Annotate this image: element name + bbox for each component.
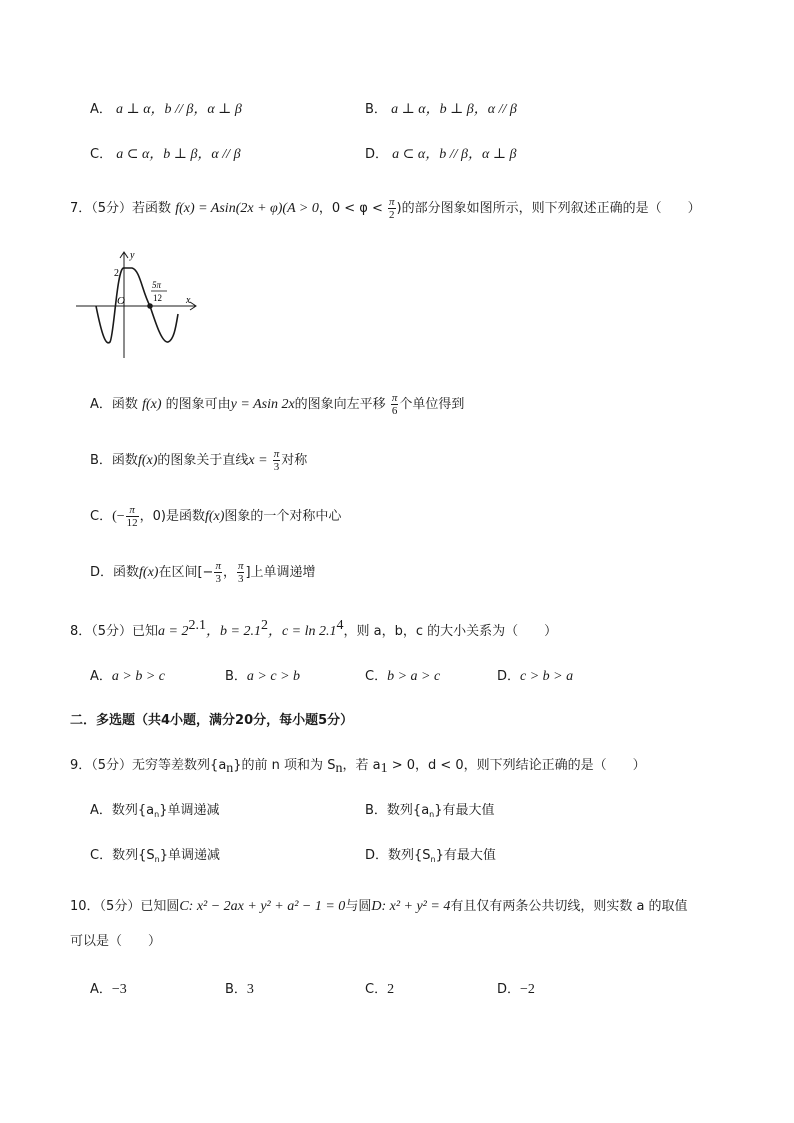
q7-option-a <box>90 392 464 417</box>
stem-circle-d: D: x² + y² = 4 <box>371 899 451 914</box>
q7-option-b <box>90 448 307 473</box>
option-letter: D． <box>497 669 521 684</box>
stem-text: }的前 n 项和为 S <box>233 758 336 773</box>
stem-text: ，若 a <box>342 758 381 773</box>
option-text: 数列{a <box>111 803 155 818</box>
option-text: 图象的一个对称中心 <box>224 509 342 524</box>
stem-text: 与圆 <box>345 899 372 914</box>
option-value: −3 <box>111 982 127 997</box>
option-text: 个单位得到 <box>399 397 465 412</box>
q9-option-a <box>90 801 220 825</box>
q10-stem-line2: 可以是（ ） <box>70 934 162 949</box>
option-paren: (− <box>112 509 125 524</box>
option-expr: c > b > a <box>520 669 574 684</box>
q7-sine-graph <box>72 246 202 361</box>
option-letter: A． <box>90 397 112 412</box>
q6-option-b <box>365 100 517 120</box>
option-text: }单调递减 <box>159 848 220 863</box>
option-expr: y = Asin 2x <box>230 397 295 412</box>
option-letter: D． <box>365 848 389 863</box>
option-subscript: n <box>154 810 160 819</box>
option-letter: A． <box>90 102 112 117</box>
option-value: −2 <box>520 982 535 997</box>
option-subscript: n <box>154 855 160 864</box>
q10-option-c <box>365 980 394 1000</box>
stem-expr: a = 2 <box>158 624 189 639</box>
stem-circle-c: C: x² − 2ax + y² + a² − 1 = 0 <box>179 899 346 914</box>
stem-text: ，则 a，b，c 的大小关系为（ ） <box>343 624 558 639</box>
fraction <box>388 196 396 221</box>
option-letter: B． <box>90 453 112 468</box>
q6-option-d <box>365 145 516 165</box>
x-axis-label: x <box>186 295 191 306</box>
option-letter: C． <box>90 147 113 162</box>
zero-point <box>147 303 153 309</box>
option-text: ，0)是函数 <box>139 509 205 524</box>
option-function: f(x) <box>142 397 162 412</box>
fraction-den: 12 <box>126 517 138 529</box>
fraction-den: 2 <box>389 209 395 221</box>
q8-option-c <box>365 667 440 687</box>
option-expr: a > b > c <box>111 669 166 684</box>
option-text: ]上单调递增 <box>245 565 316 580</box>
q9-option-b <box>365 801 495 825</box>
stem-subscript: n <box>335 761 343 776</box>
q9-option-d <box>365 846 496 870</box>
option-text: 的图象关于直线 <box>157 453 249 468</box>
fraction-num: π <box>215 560 221 572</box>
option-function: f(x) <box>204 509 225 524</box>
option-letter: C． <box>365 669 388 684</box>
q9-stem <box>70 756 646 779</box>
stem-exponent: 2.1 <box>188 618 206 633</box>
option-text: 数列{a <box>386 803 430 818</box>
fraction-num: π <box>126 504 139 517</box>
q10-stem-line1 <box>70 897 688 917</box>
option-text: 函数 <box>111 453 138 468</box>
option-value: 3 <box>246 982 254 997</box>
q7-option-c <box>90 504 341 529</box>
option-letter: A． <box>90 803 112 818</box>
option-text: 在区间[− <box>158 565 214 580</box>
section-title: 二．多选题（共4小题，满分20分，每小题5分） <box>70 713 354 728</box>
option-expr: a ⊥ α，b // β，α ⊥ β <box>116 102 242 117</box>
stem-text: > 0，d < 0，则下列结论正确的是（ ） <box>387 758 646 773</box>
option-letter: D． <box>497 982 521 997</box>
option-letter: B． <box>225 982 247 997</box>
stem-text: 9．（5分）无穷等差数列{a <box>70 758 227 773</box>
fraction-num: π <box>389 196 395 208</box>
fraction <box>126 504 139 529</box>
stem-text: )的部分图象如图所示，则下列叙述正确的是（ ） <box>396 201 701 216</box>
option-text: }单调递减 <box>159 803 220 818</box>
option-expr: a ⊂ α，b // β，α ⊥ β <box>392 147 517 162</box>
fraction <box>391 392 399 417</box>
option-letter: A． <box>90 982 112 997</box>
stem-condition: ，0 < φ < <box>318 201 383 216</box>
option-expr: x = <box>248 453 268 468</box>
option-expr: a ⊂ α，b ⊥ β，α // β <box>116 147 241 162</box>
fraction <box>237 560 245 585</box>
option-letter: B． <box>225 669 247 684</box>
q10-option-a <box>90 980 127 1000</box>
option-letter: B． <box>365 803 387 818</box>
option-text: 函数 <box>113 565 140 580</box>
option-text: }有最大值 <box>434 803 495 818</box>
fraction <box>273 448 281 473</box>
stem-text: 7．（5分）若函数 <box>70 201 172 216</box>
q10-option-d <box>497 980 535 1000</box>
option-subscript: n <box>430 855 436 864</box>
option-letter: D． <box>90 565 114 580</box>
option-expr: b > a > c <box>387 669 441 684</box>
option-letter: D． <box>365 147 389 162</box>
fraction-num: π <box>237 560 244 572</box>
option-text: 对称 <box>281 453 308 468</box>
option-expr: a > c > b <box>246 669 301 684</box>
option-text: }有最大值 <box>435 848 496 863</box>
q7-option-d <box>90 560 316 585</box>
option-comma: ， <box>222 565 236 580</box>
zero-label-den: 12 <box>153 293 162 303</box>
option-letter: C． <box>365 982 388 997</box>
option-expr: a ⊥ α，b ⊥ β，α // β <box>391 102 517 117</box>
origin-label: O <box>117 295 125 307</box>
option-text: 数列{S <box>112 848 155 863</box>
option-letter: C． <box>90 509 113 524</box>
stem-text: 8．（5分）已知 <box>70 624 159 639</box>
option-text: 的图象可由 <box>165 397 231 412</box>
q7-stem <box>70 196 701 221</box>
option-subscript: n <box>429 810 435 819</box>
option-function: f(x) <box>137 453 158 468</box>
option-text: 数列{S <box>388 848 431 863</box>
stem-text: 10．（5分）已知圆 <box>70 899 180 914</box>
stem-expr: ，c = ln 2.1 <box>267 624 337 639</box>
fraction-num: π <box>391 392 398 404</box>
q8-option-b <box>225 667 300 687</box>
fraction-den: 6 <box>391 405 398 417</box>
fraction-den: 3 <box>273 461 280 473</box>
stem-exponent: 2 <box>260 618 268 633</box>
stem-expr: ，b = 2.1 <box>206 624 261 639</box>
q6-option-c <box>90 145 241 165</box>
option-text: 函数 <box>111 397 138 412</box>
stem-subscript: 1 <box>380 761 388 776</box>
q10-option-b <box>225 980 254 1000</box>
q9-option-c <box>90 846 220 870</box>
q6-option-a <box>90 100 242 120</box>
sine-curve <box>96 268 178 343</box>
peak-label: 2 <box>114 268 119 279</box>
stem-exponent: 4 <box>336 618 344 633</box>
fraction-num: π <box>273 448 280 460</box>
option-letter: B． <box>365 102 387 117</box>
stem-subscript: n <box>226 761 234 776</box>
option-value: 2 <box>387 982 395 997</box>
q8-option-a <box>90 667 165 687</box>
q8-option-d <box>497 667 573 687</box>
fraction-den: 3 <box>237 573 244 585</box>
fraction <box>214 560 222 585</box>
stem-function: f(x) = Asin(2x + φ)(A > 0 <box>175 201 319 216</box>
fraction-den: 3 <box>215 573 221 585</box>
q8-stem <box>70 616 557 642</box>
option-text: 的图象向左平移 <box>294 397 386 412</box>
option-letter: C． <box>90 848 113 863</box>
option-letter: A． <box>90 669 112 684</box>
y-axis-label: y <box>130 250 135 261</box>
zero-label-num: 5π <box>152 280 162 290</box>
stem-text: 有且仅有两条公共切线，则实数 a 的取值 <box>450 899 688 914</box>
option-function: f(x) <box>139 565 159 580</box>
